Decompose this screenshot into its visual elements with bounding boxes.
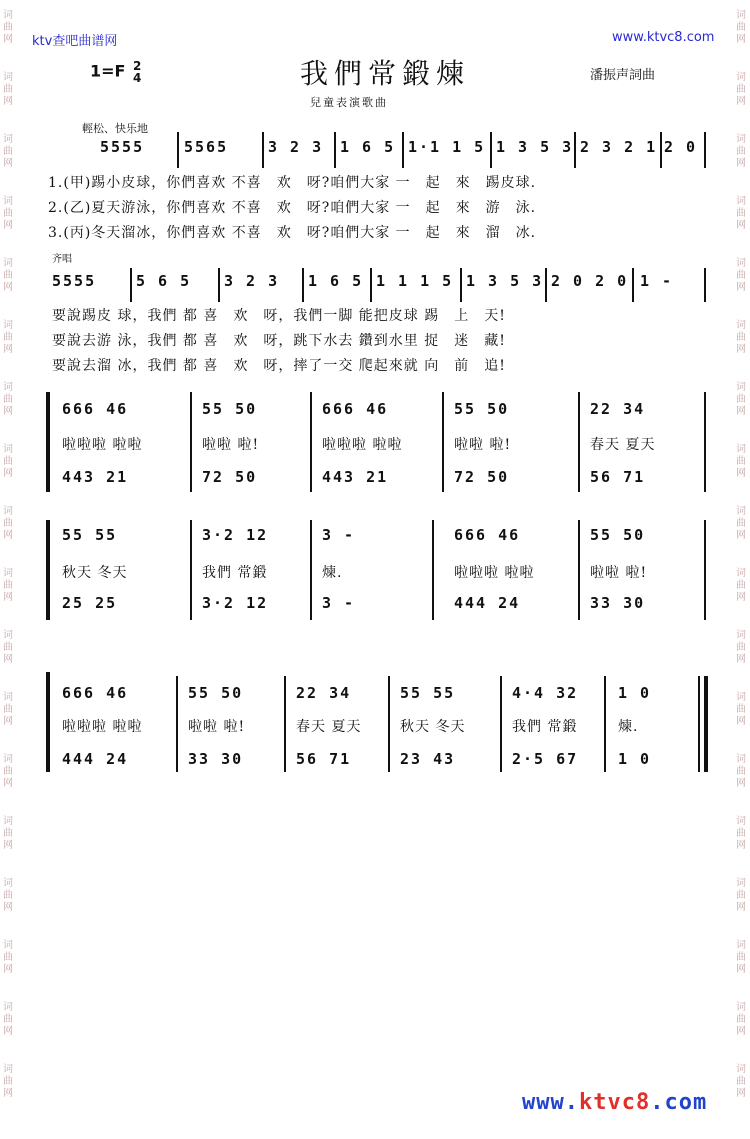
side-watermark-text: 词曲网 (3, 258, 13, 293)
barline (490, 132, 492, 168)
barline (632, 268, 634, 302)
upper-note-group: 55 50 (188, 684, 244, 702)
lyric-group: 啦啦 啦! (202, 437, 260, 453)
note-group: 5565 (184, 138, 229, 156)
note-group: 2 3 2 1 (580, 138, 658, 156)
upper-note-group: 666 46 (62, 400, 129, 418)
side-watermark-text: 词曲网 (3, 568, 13, 603)
upper-note-group: 666 46 (62, 684, 129, 702)
side-watermark-text: 词曲网 (736, 1064, 746, 1099)
side-watermark-text: 词曲网 (736, 754, 746, 789)
side-watermark-text: 词曲网 (3, 1002, 13, 1037)
side-watermark-text: 词曲网 (736, 630, 746, 665)
side-watermark-text: 词曲网 (3, 72, 13, 107)
side-watermark-text: 词曲网 (3, 444, 13, 479)
barline (310, 520, 312, 620)
side-watermark-text: 词曲网 (3, 196, 13, 231)
lower-note-group: 33 30 (590, 594, 646, 612)
upper-note-group: 3 - (322, 526, 356, 544)
note-group: 2 0 (664, 138, 698, 156)
note-group: 3 2 3 (224, 272, 280, 290)
side-watermark-text: 词曲网 (3, 692, 13, 727)
side-watermark-text: 词曲网 (3, 816, 13, 851)
side-watermark-text: 词曲网 (736, 10, 746, 45)
upper-note-group: 22 34 (296, 684, 352, 702)
barline (432, 520, 434, 620)
side-watermark-text: 词曲网 (736, 382, 746, 417)
barline (334, 132, 336, 168)
lower-note-group: 33 30 (188, 750, 244, 768)
upper-note-group: 22 34 (590, 400, 646, 418)
note-group: 1·1 1 5 (408, 138, 486, 156)
upper-note-group: 55 50 (454, 400, 510, 418)
lyric-group: 秋天 冬天 (62, 565, 128, 581)
barline (190, 520, 192, 620)
lower-note-group: 444 24 (454, 594, 521, 612)
lyric-group: 煉. (618, 719, 639, 735)
barline (402, 132, 404, 168)
side-watermark-text: 词曲网 (3, 630, 13, 665)
barline (660, 132, 662, 168)
time-signature (133, 60, 141, 84)
side-watermark-text: 词曲网 (736, 320, 746, 355)
lyric-group: 啦啦啦 啦啦 (62, 437, 143, 453)
watermark-prefix: www. (522, 1090, 579, 1115)
tempo-marking: 輕松、快乐地 (82, 122, 148, 135)
note-group: 5555 (52, 272, 97, 290)
lyric-group: 春天 夏天 (296, 719, 362, 735)
lower-note-group: 23 43 (400, 750, 456, 768)
upper-note-group: 666 46 (322, 400, 389, 418)
time-top: 2 (133, 59, 142, 73)
lower-note-group: 444 24 (62, 750, 129, 768)
song-title: 我們常鍛煉 (300, 57, 471, 90)
lower-note-group: 72 50 (202, 468, 258, 486)
lyric-group: 啦啦 啦! (590, 565, 648, 581)
barline (545, 268, 547, 302)
barline (130, 268, 132, 302)
note-group: 3 2 3 (268, 138, 324, 156)
lower-note-group: 25 25 (62, 594, 118, 612)
side-watermark-text: 词曲网 (3, 10, 13, 45)
barline (704, 392, 706, 492)
lower-note-group: 56 71 (590, 468, 646, 486)
upper-note-group: 55 55 (62, 526, 118, 544)
system-brace (46, 392, 50, 492)
key-label: 1=F (90, 61, 126, 81)
section1-verse-1: 1.(甲)踢小皮球，你們喜欢 不喜 欢 呀?咱們大家 一 起 來 踢皮球. (48, 175, 537, 191)
side-watermark-text: 词曲网 (736, 72, 746, 107)
barline (604, 676, 606, 772)
side-watermark-text: 词曲网 (3, 134, 13, 169)
note-group: 2 0 2 0 (551, 272, 629, 290)
side-watermark-text: 词曲网 (3, 1064, 13, 1099)
barline (704, 268, 706, 302)
barline (578, 392, 580, 492)
lyric-group: 啦啦 啦! (454, 437, 512, 453)
upper-note-group: 1 0 (618, 684, 652, 702)
lower-note-group: 443 21 (322, 468, 389, 486)
lyric-group: 啦啦啦 啦啦 (322, 437, 403, 453)
barline (460, 268, 462, 302)
lyric-group: 秋天 冬天 (400, 719, 466, 735)
side-watermark-text: 词曲网 (736, 816, 746, 851)
side-watermark-text: 词曲网 (3, 940, 13, 975)
lower-note-group: 443 21 (62, 468, 129, 486)
upper-note-group: 55 50 (202, 400, 258, 418)
song-author: 潘振声詞曲 (590, 68, 656, 83)
upper-note-group: 55 50 (590, 526, 646, 544)
barline (574, 132, 576, 168)
side-watermark-text: 词曲网 (3, 320, 13, 355)
note-group: 5 6 5 (136, 272, 192, 290)
footer-watermark (522, 1090, 707, 1115)
lyric-group: 春天 夏天 (590, 437, 656, 453)
lyric-group: 我們 常鍛 (202, 565, 268, 581)
upper-note-group: 55 55 (400, 684, 456, 702)
barline (370, 268, 372, 302)
note-group: 1 - (640, 272, 674, 290)
lyric-group: 啦啦啦 啦啦 (62, 719, 143, 735)
section1-verse-3: 3.(丙)冬天溜冰，你們喜欢 不喜 欢 呀?咱們大家 一 起 來 溜 冰. (48, 225, 537, 241)
side-watermark-text: 词曲网 (736, 258, 746, 293)
note-group: 1 3 5 3 (496, 138, 574, 156)
side-watermark-text: 词曲网 (3, 506, 13, 541)
key-signature (90, 60, 141, 84)
lower-note-group: 2·5 67 (512, 750, 579, 768)
lower-note-group: 3 - (322, 594, 356, 612)
note-group: 1 1 1 5 (376, 272, 454, 290)
song-subtitle: 兒童表演歌曲 (310, 96, 388, 109)
barline (190, 392, 192, 492)
time-bottom: 4 (133, 71, 142, 85)
lyric-group: 煉. (322, 565, 343, 581)
barline (176, 676, 178, 772)
lower-note-group: 72 50 (454, 468, 510, 486)
barline (578, 520, 580, 620)
final-barline-thin (698, 676, 700, 772)
barline (388, 676, 390, 772)
note-group: 1 6 5 (340, 138, 396, 156)
barline (500, 676, 502, 772)
side-watermark-text: 词曲网 (736, 444, 746, 479)
side-watermark-text: 词曲网 (736, 692, 746, 727)
site-url[interactable]: www.ktvc8.com (612, 30, 715, 45)
upper-note-group: 666 46 (454, 526, 521, 544)
note-group: 1 3 5 3 (466, 272, 544, 290)
lyric-group: 啦啦啦 啦啦 (454, 565, 535, 581)
side-watermark-text: 词曲网 (736, 568, 746, 603)
lower-note-group: 3·2 12 (202, 594, 269, 612)
barline (704, 520, 706, 620)
section2-verse-1: 要說踢皮 球，我們 都 喜 欢 呀，我們一脚 能把皮球 踢 上 天! (52, 308, 506, 324)
barline (310, 392, 312, 492)
watermark-highlight: ktvc8 (578, 1090, 651, 1115)
upper-note-group: 4·4 32 (512, 684, 579, 702)
barline (284, 676, 286, 772)
chorus-label: 齐唱 (52, 254, 72, 265)
system-brace (46, 672, 50, 772)
system-brace (46, 520, 50, 620)
site-name[interactable]: ktv查吧曲谱网 (32, 34, 118, 49)
note-group: 5555 (100, 138, 145, 156)
note-group: 1 6 5 (308, 272, 364, 290)
side-watermark-text: 词曲网 (3, 754, 13, 789)
section1-verse-2: 2.(乙)夏天游泳，你們喜欢 不喜 欢 呀?咱們大家 一 起 來 游 泳. (48, 200, 537, 216)
side-watermark-text: 词曲网 (736, 196, 746, 231)
side-watermark-text: 词曲网 (736, 506, 746, 541)
barline (442, 392, 444, 492)
final-barline-thick (704, 676, 708, 772)
watermark-suffix: .com (650, 1090, 708, 1115)
barline (262, 132, 264, 168)
lower-note-group: 1 0 (618, 750, 652, 768)
lyric-group: 啦啦 啦! (188, 719, 246, 735)
side-watermark-text: 词曲网 (736, 1002, 746, 1037)
barline (218, 268, 220, 302)
side-watermark-text: 词曲网 (3, 878, 13, 913)
side-watermark-text: 词曲网 (736, 878, 746, 913)
section2-verse-2: 要說去游 泳，我們 都 喜 欢 呀，跳下水去 鑽到水里 捉 迷 藏! (52, 333, 506, 349)
side-watermark-text: 词曲网 (736, 940, 746, 975)
barline (177, 132, 179, 168)
upper-note-group: 3·2 12 (202, 526, 269, 544)
barline (704, 132, 706, 168)
section2-verse-3: 要說去溜 冰，我們 都 喜 欢 呀，摔了一交 爬起來就 向 前 追! (52, 358, 506, 374)
barline (302, 268, 304, 302)
side-watermark-text: 词曲网 (3, 382, 13, 417)
lyric-group: 我們 常鍛 (512, 719, 578, 735)
lower-note-group: 56 71 (296, 750, 352, 768)
side-watermark-text: 词曲网 (736, 134, 746, 169)
